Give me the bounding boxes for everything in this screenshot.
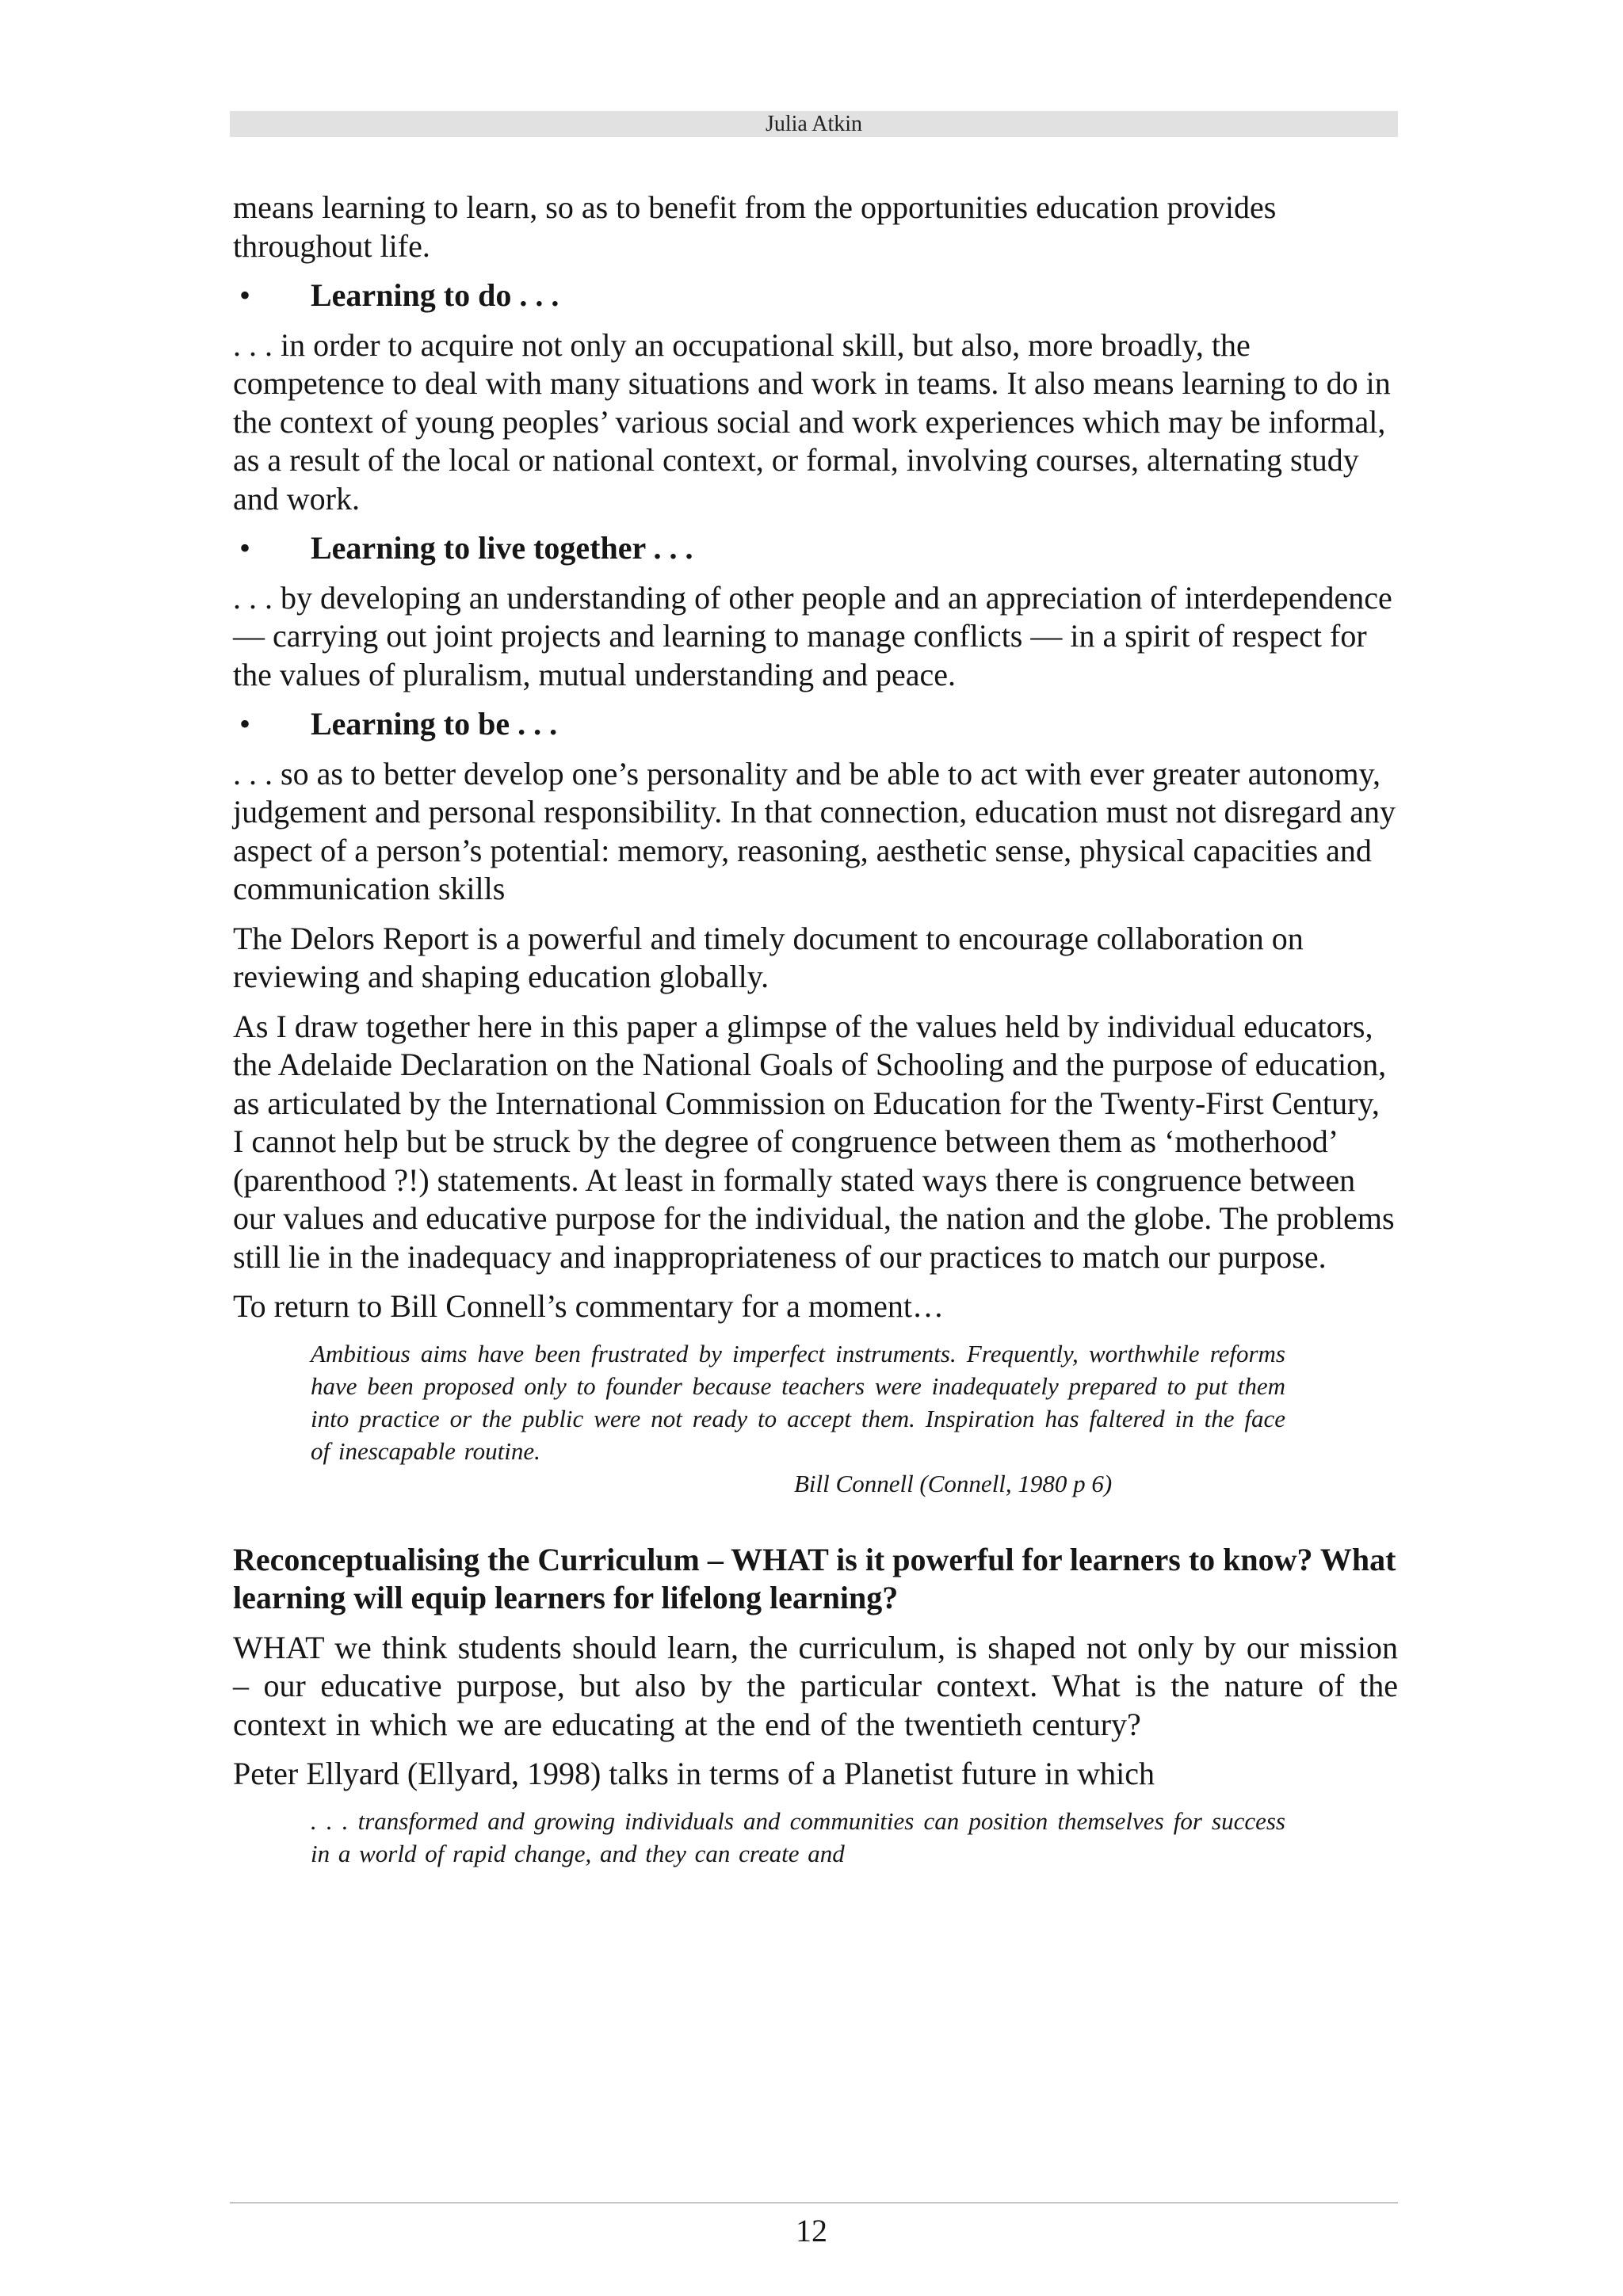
bullet-item-learning-to-do (233, 277, 1398, 315)
page-number: 12 (796, 2213, 827, 2248)
paragraph-ellyard: Peter Ellyard (Ellyard, 1998) talks in terms of a Planetist future in which (233, 1756, 1155, 1791)
bullet-icon: • (239, 706, 251, 742)
block-quote-ellyard: . . . transformed and growing individuals and communities can position themselves for success in a world of rapid change, and they can create and (311, 1806, 1285, 1867)
bullet-icon: • (239, 277, 251, 313)
bullet-icon: • (239, 530, 251, 566)
paragraph-return-to-connell: To return to Bill Connell’s commentary for a moment… (233, 1288, 945, 1324)
block-quote-connell: Ambitious aims have been frustrated by imperfect instruments. Frequently, worthwhile reforms have been proposed only to founder because teachers were inadequately prepared to put them into practice or the public were not ready to accept them. Inspiration has faltered in the face of inescapable routine. (311, 1339, 1285, 1465)
bullet-heading: Learning to be . . . (311, 706, 558, 742)
bullet-item-learning-to-be (233, 705, 1398, 744)
quote-attribution: Bill Connell (Connell, 1980 p 6) (794, 1469, 1113, 1497)
bullet-text: . . . in order to acquire not only an occupational skill, but also, more broadly, the competence to deal with many situations and work in teams. It also means learning to do in the context of young peoples’ various social and work experiences which may be informal, as a result of the local or national context, or formal, involving courses, alternating study and work. (233, 326, 1391, 517)
page-body (233, 189, 1398, 1870)
running-header (230, 111, 1398, 137)
bullet-item-learning-to-live-together (233, 529, 1398, 568)
header-author: Julia Atkin (765, 112, 863, 136)
section-heading: Reconceptualising the Curriculum – WHAT is it powerful for learners to know? What learning will equip learners for lifelong learning? (233, 1541, 1396, 1615)
bullet-text: . . . so as to better develop one’s personality and be able to act with ever greater autonomy, judgement and personal responsibility. In that connection, education must not disregard any aspect of a person’s potential: memory, reasoning, aesthetic sense, physical capacities and communication skills (233, 755, 1396, 906)
paragraph-what-students-learn: WHAT we think students should learn, the curriculum, is shaped not only by our mission – our educative purpose, but also by the particular context. What is the nature of the context in which we are educating at the end of the twentieth century? (233, 1629, 1398, 1742)
paragraph-delors-report: The Delors Report is a powerful and timely document to encourage collaboration on reviewing and shaping education globally. (233, 920, 1304, 994)
bullet-heading: Learning to do . . . (311, 277, 559, 313)
paragraph-draw-together: As I draw together here in this paper a glimpse of the values held by individual educators, the Adelaide Declaration on the National Goals of Schooling and the purpose of education, as articulated by the International Commission on Education for the Twenty-First Century, I cannot help but be struck by the degree of congruence between them as ‘motherhood’ (parenthood ?!) statements. At least in formally stated ways there is congruence between our values and educative purpose for the individual, the nation and the globe. The problems still lie in the inadequacy and inappropriateness of our practices to match our purpose. (233, 1008, 1395, 1275)
bullet-heading: Learning to live together . . . (311, 530, 693, 566)
bullet-text: . . . by developing an understanding of other people and an appreciation of interdependence — carrying out joint projects and learning to manage conflicts — in a spirit of respect for the values of pluralism, mutual understanding and peace. (233, 579, 1392, 692)
continuation-paragraph: means learning to learn, so as to benefit from the opportunities education provides throughout life. (233, 189, 1277, 264)
